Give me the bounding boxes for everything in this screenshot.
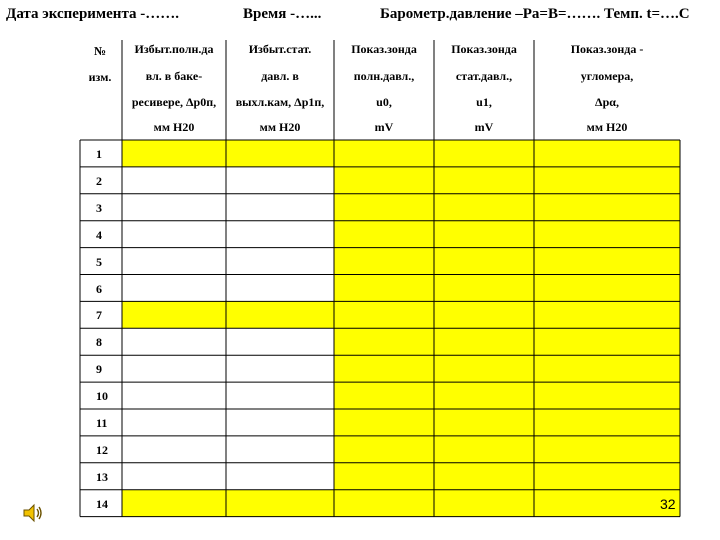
row-number: 8: [96, 335, 102, 350]
experiment-time-label: Время -…...: [243, 6, 322, 22]
col-header-tank-pressure: Избыт.полн.да: [134, 42, 214, 56]
col-header-static-pressure-unit: мм Н20: [259, 120, 301, 134]
highlight-cells: [334, 248, 680, 275]
col-header-probe-angle-unit: мм Н20: [586, 120, 628, 134]
col-header-probe-angle-l3: Δpα,: [595, 95, 619, 109]
col-header-probe-angle: Показ.зонда -: [570, 42, 644, 56]
col-header-static-pressure: Избыт.стат.: [248, 42, 312, 56]
highlight-cells: [334, 355, 680, 382]
col-header-probe-angle-l2: угломера,: [580, 69, 634, 83]
col-header-probe-static-l3: u1,: [476, 95, 492, 109]
row-number: 13: [96, 469, 108, 484]
highlight-row: [122, 490, 680, 517]
row-number: 14: [96, 496, 108, 511]
col-header-probe-total-l2: полн.давл.,: [353, 69, 415, 83]
col-header-static-pressure-l2: давл. в: [261, 69, 299, 83]
highlight-cells: [334, 382, 680, 409]
row-number: 10: [96, 389, 108, 404]
highlight-cells: [334, 436, 680, 463]
row-number: 5: [96, 254, 102, 269]
row-number: 2: [96, 173, 102, 188]
col-header-probe-static-l2: стат.давл.,: [455, 69, 513, 83]
col-header-probe-static-unit: mV: [474, 120, 494, 134]
row-number: 7: [96, 308, 102, 323]
highlight-cells: [334, 167, 680, 194]
row-number: 11: [96, 416, 108, 430]
col-header-number-sub: изм.: [88, 70, 112, 84]
highlight-cells: [334, 463, 680, 490]
speaker-icon[interactable]: [22, 502, 44, 524]
row-number: 12: [96, 442, 108, 457]
row-number: 3: [96, 200, 102, 215]
col-header-probe-total-unit: mV: [374, 120, 394, 134]
highlight-row: [122, 301, 680, 328]
highlight-row: [122, 140, 680, 167]
row-number: 6: [96, 281, 102, 296]
row-number: 9: [96, 362, 102, 377]
highlight-cells: [334, 409, 680, 436]
col-header-number: №: [93, 44, 107, 58]
col-header-tank-pressure-unit: мм Н20: [153, 120, 195, 134]
col-header-probe-total: Показ.зонда: [351, 42, 417, 56]
highlight-cells: [334, 194, 680, 221]
highlight-cells: [334, 275, 680, 302]
row-number: 1: [96, 147, 102, 161]
col-header-probe-total-l3: u0,: [376, 95, 392, 109]
col-header-tank-pressure-l3: ресивере, Δp0п,: [131, 95, 217, 109]
highlight-cells: [334, 221, 680, 248]
highlight-cells: [334, 328, 680, 355]
col-header-tank-pressure-l2: вл. в баке-: [145, 69, 203, 83]
barometer-pressure-label: Барометр.давление –Ра=В=……. Темп. t=….С: [380, 6, 690, 22]
experiment-date-label: Дата эксперимента -…….: [6, 6, 179, 22]
col-header-probe-static: Показ.зонда: [451, 42, 517, 56]
col-header-static-pressure-l3: выхл.кам, Δp1п,: [235, 95, 325, 109]
page-number: 32: [660, 496, 676, 512]
row-number: 4: [96, 227, 102, 242]
